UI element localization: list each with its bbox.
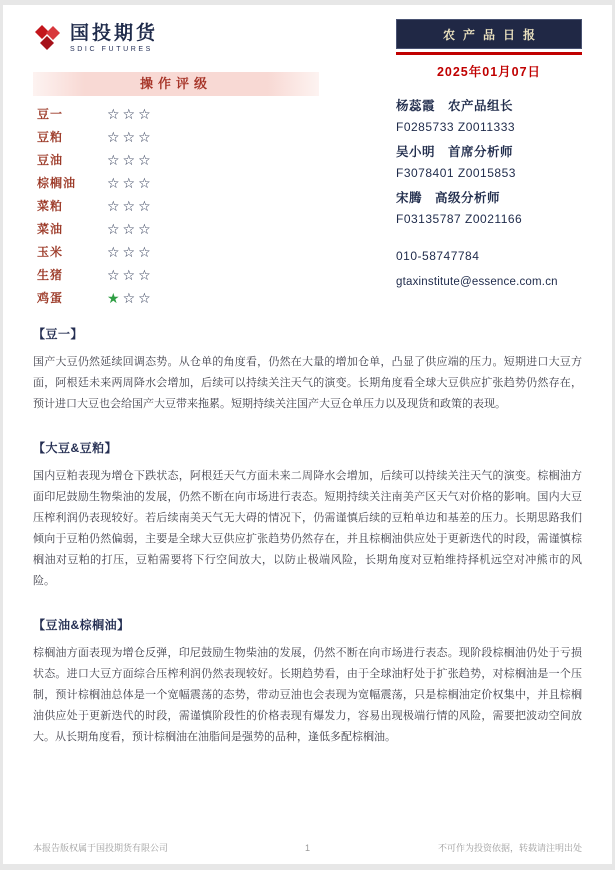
rating-row	[33, 217, 319, 240]
logo-text	[70, 23, 158, 53]
rating-stars	[107, 268, 154, 282]
company-logo	[33, 23, 319, 61]
ratings-panel	[33, 72, 319, 309]
commodity-name: 菜油	[37, 222, 64, 236]
analyst-codes: F0285733 Z0011333	[396, 120, 516, 134]
star-hollow-icon: ☆☆☆	[107, 151, 154, 168]
logo-name-cn: 国投期货	[70, 23, 159, 44]
rating-stars	[107, 176, 154, 190]
section-body: 棕榈油方面表现为增仓反弹，印尼鼓励生物柴油的发展，仍然不断在向市场进行表态。现阶段棕榈油仍处于亏损状态。进口大豆方面综合压榨利润仍然表现较好。长期趋势看，由于全球油籽处于扩张趋势，对棕榈油是一个压制，预计棕榈油总体是一个宽幅震荡的态势，带动豆油也会表现为宽幅震荡，只是棕榈油定价权集中，并且棕榈油供应处于更新迭代的时段，需谨慎阶段性的价格表现有爆发力，容易出现极端行情的风险，需要把波动空间放大。从长期角度看，预计棕榈油在油脂间是强势的品种，逢低多配棕榈油。	[33, 647, 582, 743]
star-hollow-icon: ☆☆	[122, 289, 154, 306]
rating-row	[33, 171, 319, 194]
analyst-codes: F03135787 Z0021166	[396, 212, 523, 226]
rating-row	[33, 240, 319, 263]
report-section	[33, 325, 582, 415]
rating-row	[33, 194, 319, 217]
rating-stars	[107, 153, 154, 167]
logo-icon	[33, 23, 63, 58]
rating-row	[33, 148, 319, 171]
star-hollow-icon: ☆☆☆	[107, 174, 154, 191]
left-column	[33, 19, 319, 309]
rating-stars	[107, 222, 154, 236]
rating-row	[33, 286, 319, 309]
commodity-name: 生猪	[37, 268, 64, 282]
rating-row	[33, 263, 319, 286]
rating-stars	[107, 245, 154, 259]
footer-disclaimer: 不可作为投资依据，转载请注明出处	[437, 843, 582, 853]
commodity-name: 鸡蛋	[37, 291, 64, 305]
report-title-badge: 农产品日报	[396, 19, 582, 49]
analyst-name: 杨蕊霞 农产品组长	[396, 99, 514, 113]
commodity-name: 棕榈油	[37, 176, 77, 190]
analyst-codes: F3078401 Z0015853	[396, 166, 516, 180]
section-heading: 【大豆&豆粕】	[33, 441, 118, 455]
commodity-name: 豆粕	[37, 130, 64, 144]
star-hollow-icon: ☆☆☆	[107, 197, 154, 214]
star-hollow-icon: ☆☆☆	[107, 220, 154, 237]
report-section	[33, 439, 582, 592]
section-body: 国内豆粕表现为增仓下跌状态，阿根廷天气方面未来二周降水会增加，后续可以持续关注天气的演变。棕榈油方面印尼鼓励生物柴油的发展，仍然不断在向市场进行表态。短期持续关注南美产区天气对价格的影响。国内大豆压榨利润仍表现较好。若后续南美天气无大碍的情况下，仍需谨慎后续的豆粕单边和基差的压力。长期思路我们倾向于豆粕仍然偏弱，主要是全球大豆供应扩张趋势仍然存在，并且棕榈油供应处于更新迭代的时段，需谨慎棕榈油对豆粕的打压，豆粕需要将下行空间放大，以防止极端风险，长期角度对豆粕维持择机远空对冲熊市的风险。	[33, 470, 582, 587]
rating-stars	[107, 130, 154, 144]
footer-copyright: 本报告版权属于国投期货有限公司	[33, 843, 169, 853]
report-body	[33, 325, 582, 748]
page-footer	[33, 841, 582, 854]
rating-row	[33, 125, 319, 148]
section-heading: 【豆一】	[33, 327, 84, 341]
ratings-list	[33, 102, 319, 309]
star-hollow-icon: ☆☆☆	[107, 128, 154, 145]
commodity-name: 豆一	[37, 107, 64, 121]
rating-stars	[107, 199, 154, 213]
star-hollow-icon: ☆☆☆	[107, 266, 154, 283]
commodity-name: 玉米	[37, 245, 64, 259]
footer-page-number: 1	[304, 842, 310, 853]
report-date: 2025年01月07日	[436, 65, 542, 79]
commodity-name: 豆油	[37, 153, 64, 167]
contact-phone: 010-58747784	[396, 249, 480, 263]
rating-stars	[107, 291, 154, 305]
report-section	[33, 616, 582, 748]
star-hollow-icon: ☆☆☆	[107, 105, 154, 122]
analyst-name: 吴小明 首席分析师	[396, 145, 514, 159]
analyst-name: 宋腾 高级分析师	[396, 191, 501, 205]
ratings-title: 操作评级	[33, 72, 319, 96]
rating-stars	[107, 107, 154, 121]
star-filled-icon: ★	[107, 289, 123, 306]
right-column	[396, 19, 582, 309]
report-page	[3, 5, 612, 864]
section-heading: 【豆油&棕榈油】	[33, 618, 130, 632]
rating-row	[33, 102, 319, 125]
analysts-panel	[396, 96, 582, 288]
header-area	[33, 19, 582, 309]
contact-email: gtaxinstitute@essence.com.cn	[396, 276, 558, 288]
red-divider	[396, 52, 582, 55]
logo-name-en: SDIC FUTURES	[70, 46, 153, 53]
star-hollow-icon: ☆☆☆	[107, 243, 154, 260]
section-body: 国产大豆仍然延续回调态势。从仓单的角度看，仍然在大量的增加仓单，凸显了供应端的压力。短期进口大豆方面，阿根廷未来两周降水会增加，后续可以持续关注天气的演变。长期角度看全球大豆供应扩张趋势仍然存在，预计进口大豆也会给国产大豆带来拖累。短期持续关注国产大豆仓单压力以及现货和政策的表现。	[33, 356, 582, 410]
commodity-name: 菜粕	[37, 199, 64, 213]
